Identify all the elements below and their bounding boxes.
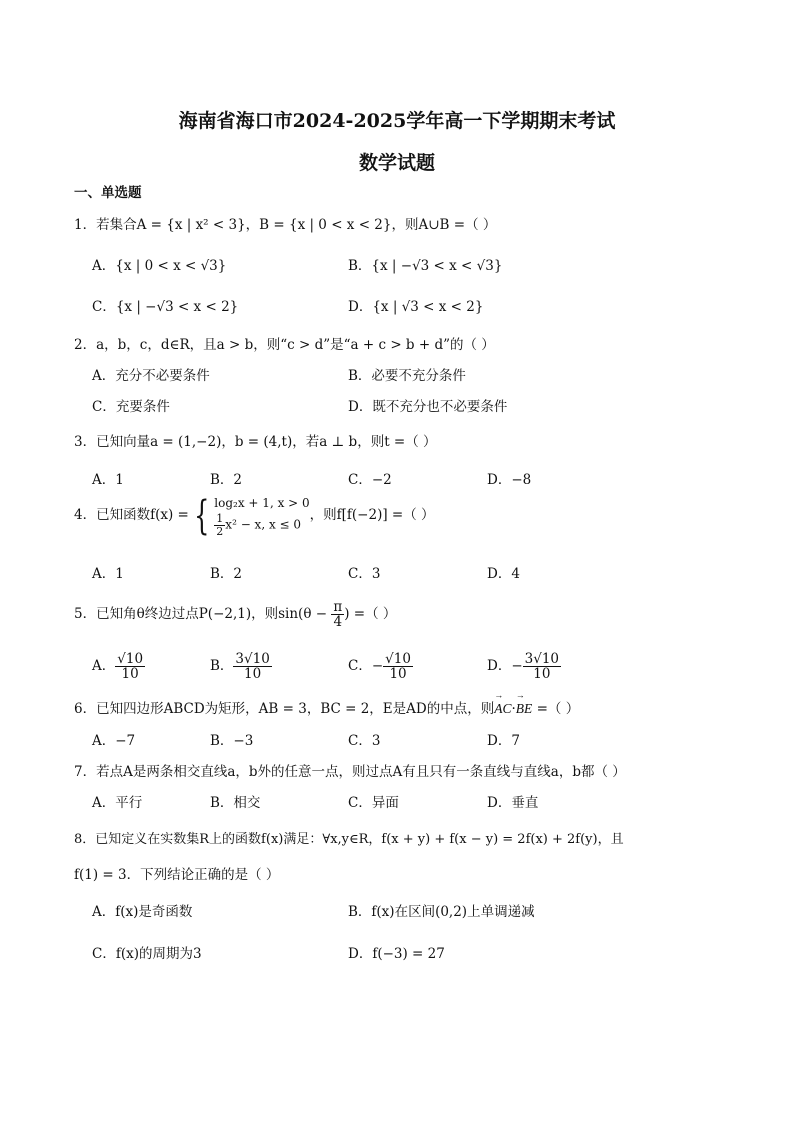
option-fraction — [115, 652, 145, 681]
question-5-option-a — [92, 652, 145, 681]
question-6-option-c: C．3 — [348, 733, 381, 749]
question-1-option-d: D．{x | √3 < x < 2} — [348, 299, 484, 315]
question-6-option-d: D．7 — [487, 733, 520, 749]
question-2-option-c: C．充要条件 — [92, 399, 170, 415]
question-5-stem-pre: 5．已知角θ终边过点P(−2,1)，则sin(θ − — [74, 606, 328, 623]
question-8-option-a: A．f(x)是奇函数 — [92, 904, 193, 920]
question-4-option-a: A．1 — [92, 566, 124, 582]
piecewise-brace: { — [193, 492, 210, 539]
question-8-option-d: D．f(−3) = 27 — [348, 946, 445, 962]
fraction-numerator: √10 — [385, 651, 411, 667]
section-heading: 一、单选题 — [74, 185, 142, 201]
question-2-stem: 2．a，b，c，d∈R，且a > b，则“c > d”是“a + c > b + d”的（ ） — [74, 337, 495, 353]
option-fraction — [233, 652, 271, 681]
question-7-stem: 7．若点A是两条相交直线a，b外的任意一点，则过点A有且只有一条直线与直线a，b都（ ） — [74, 764, 626, 780]
option-prefix: D．− — [487, 658, 523, 675]
fraction-numerator: 3√10 — [235, 651, 270, 667]
question-6-stem-pre: 6．已知四边形ABCD为矩形，AB = 3，BC = 2，E是AD的中点，则 — [74, 701, 495, 717]
fraction-denominator: 2 — [216, 524, 224, 538]
question-6-stem — [74, 697, 579, 717]
question-5-stem — [74, 600, 396, 629]
question-4-stem-pre: 4．已知函数f(x) = — [74, 507, 189, 524]
fraction-denominator: 10 — [533, 666, 551, 683]
question-1-stem: 1．若集合A = {x | x² < 3}，B = {x | 0 < x < 2}，则A∪B =（ ） — [74, 217, 497, 233]
fraction-denominator: 4 — [333, 614, 343, 631]
question-2-option-a: A．充分不必要条件 — [92, 368, 210, 384]
question-3-option-a: A．1 — [92, 472, 124, 488]
question-7-option-a: A．平行 — [92, 795, 143, 811]
question-2-option-d: D．既不充分也不必要条件 — [348, 399, 508, 415]
question-8-stem: 8．已知定义在实数集R上的函数f(x)满足：∀x,y∈R，f(x + y) + f(x − y) = 2f(x) + 2f(y)，且 — [74, 832, 624, 847]
option-fraction — [383, 652, 413, 681]
question-6-stem-post: =（ ） — [532, 701, 580, 717]
question-5-fraction — [331, 600, 344, 629]
question-8-stem-continued: f(1) = 3．下列结论正确的是（ ） — [74, 867, 280, 883]
question-4-option-d: D．4 — [487, 566, 520, 582]
question-2-option-b: B．必要不充分条件 — [348, 368, 466, 384]
question-5-option-c — [348, 652, 413, 681]
option-prefix: C．− — [348, 658, 384, 675]
option-prefix: A． — [92, 658, 116, 675]
piece-case-1: log₂x + 1, x > 0 — [214, 496, 310, 510]
question-1-option-b: B．{x | −√3 < x < √3} — [348, 258, 503, 274]
piece-case-2-fraction — [214, 513, 225, 537]
question-7-option-d: D．垂直 — [487, 795, 539, 811]
page-title: 海南省海口市2024-2025学年高一下学期期末考试 — [178, 110, 616, 132]
question-6-option-a: A．−7 — [92, 733, 136, 749]
fraction-numerator: 1 — [216, 512, 224, 526]
question-3-stem: 3．已知向量a = (1,−2)，b = (4,t)，若a ⊥ b，则t =（ ） — [74, 434, 437, 450]
question-4-stem — [74, 494, 435, 537]
page-subtitle: 数学试题 — [358, 152, 435, 174]
question-4-stem-post: ，则f[f(−2)] =（ ） — [309, 507, 435, 524]
fraction-denominator: 10 — [389, 666, 407, 683]
question-7-option-c: C．异面 — [348, 795, 399, 811]
option-prefix: B． — [210, 658, 234, 675]
piece-case-2 — [214, 513, 309, 537]
question-8-option-c: C．f(x)的周期为3 — [92, 946, 202, 962]
fraction-numerator: π — [333, 599, 343, 615]
vector-ac: → AC — [494, 701, 511, 717]
piecewise-cases — [214, 494, 309, 537]
option-fraction — [523, 652, 561, 681]
question-5-option-d — [487, 652, 561, 681]
question-3-option-d: D．−8 — [487, 472, 532, 488]
question-1-option-c: C．{x | −√3 < x < 2} — [92, 299, 239, 315]
question-1-option-a: A．{x | 0 < x < √3} — [92, 258, 227, 274]
question-7-option-b: B．相交 — [210, 795, 261, 811]
vector-be: → BE — [516, 701, 533, 717]
question-5-stem-post: ) =（ ） — [344, 606, 397, 623]
question-5-option-b — [210, 652, 272, 681]
piece-case-2-rest: x² − x, x ≤ 0 — [225, 517, 302, 532]
dot-operator: · — [511, 701, 516, 717]
question-8-option-b: B．f(x)在区间(0,2)上单调递减 — [348, 904, 535, 920]
fraction-numerator: √10 — [117, 651, 144, 667]
fraction-numerator: 3√10 — [524, 651, 560, 667]
fraction-denominator: 10 — [121, 666, 139, 683]
question-3-option-b: B．2 — [210, 472, 243, 488]
fraction-denominator: 10 — [244, 666, 262, 683]
question-4-option-c: C．3 — [348, 566, 381, 582]
question-4-option-b: B．2 — [210, 566, 243, 582]
question-6-option-b: B．−3 — [210, 733, 254, 749]
question-3-option-c: C．−2 — [348, 472, 392, 488]
